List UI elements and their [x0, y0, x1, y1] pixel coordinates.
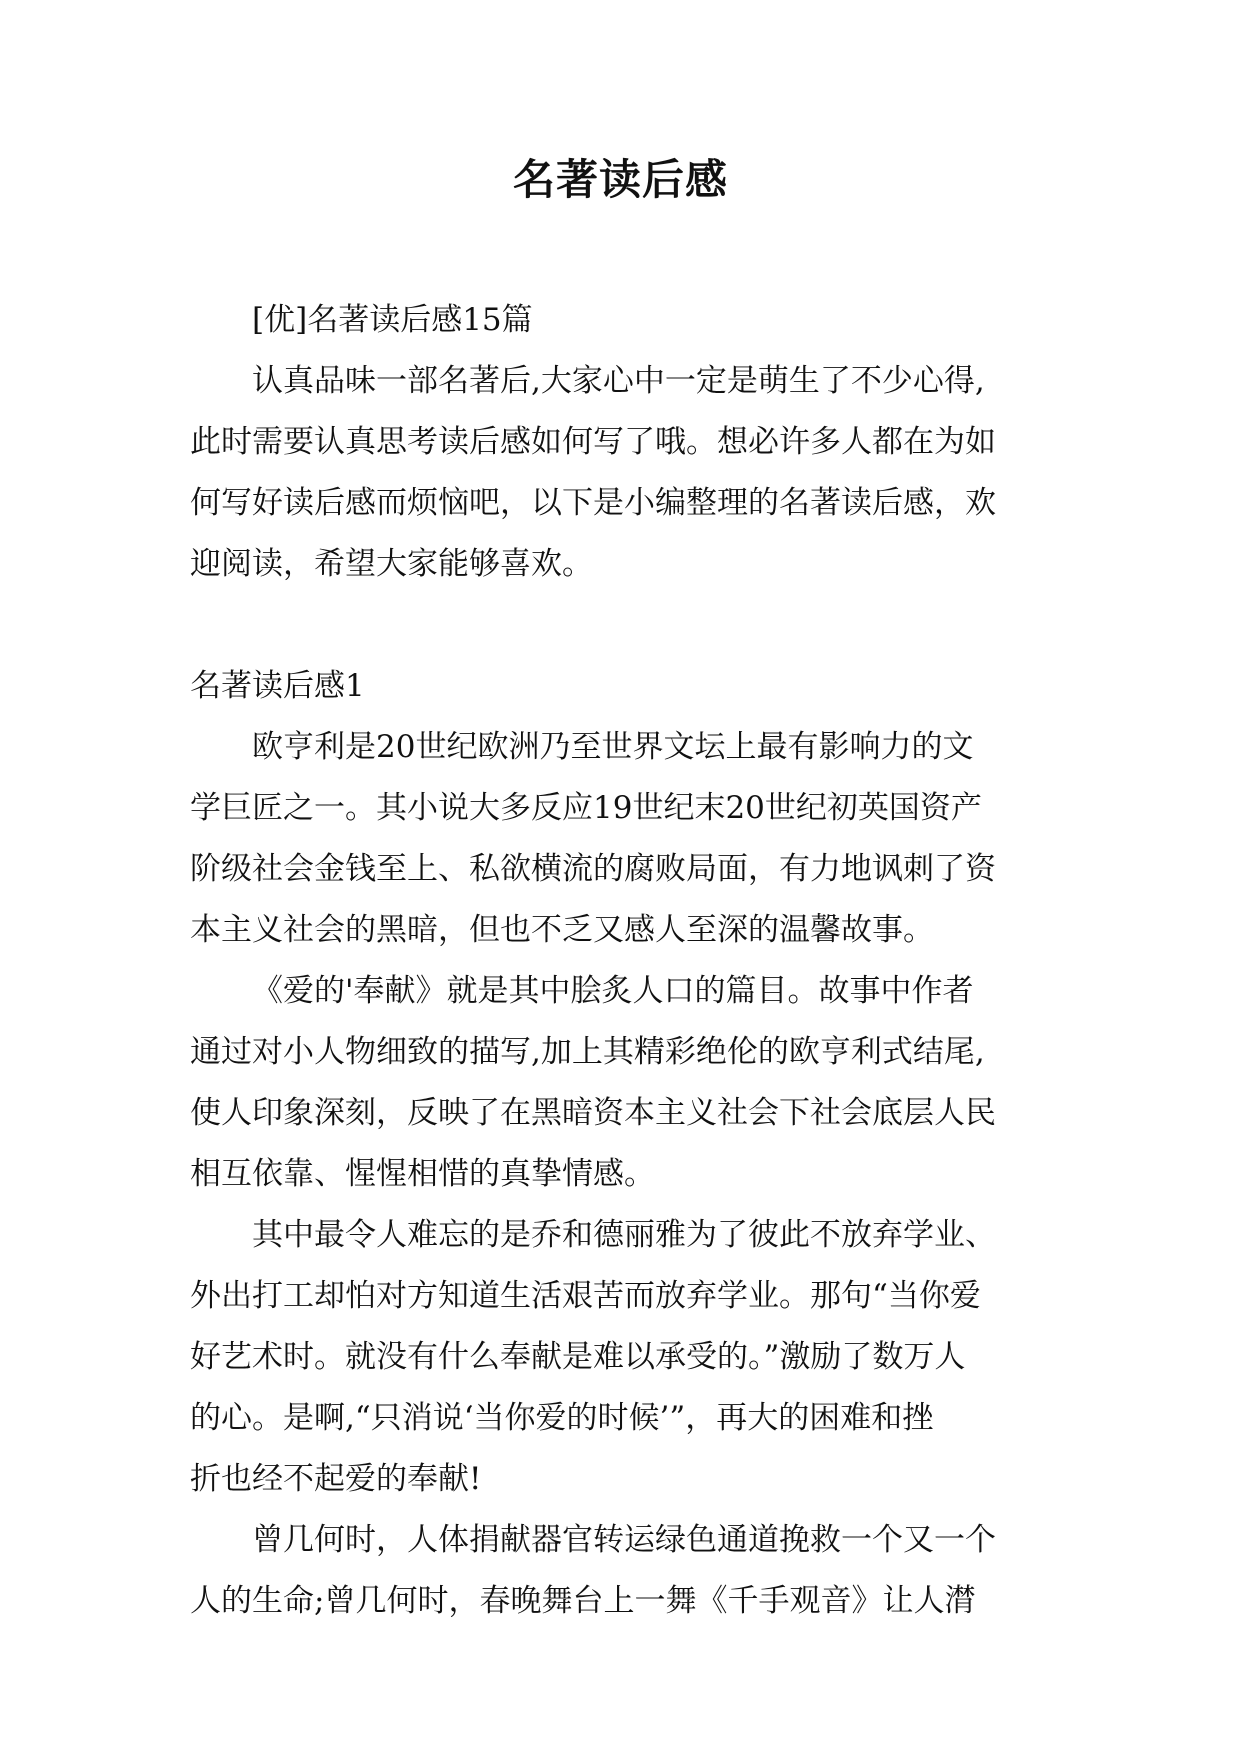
- text-line: 迎阅读，希望大家能够喜欢。: [190, 546, 593, 582]
- text-line: 折也经不起爱的奉献!: [190, 1461, 482, 1497]
- text-line: 此时需要认真思考读后感如何写了哦。想必许多人都在为如: [190, 424, 996, 460]
- text-line: 学巨匠之一。其小说大多反应19世纪末20世纪初英国资产: [190, 790, 982, 826]
- text-line: 其中最令人难忘的是乔和德丽雅为了彼此不放弃学业、: [252, 1217, 996, 1253]
- section-heading: 名著读后感1: [190, 668, 365, 704]
- text-line: 外出打工却怕对方知道生活艰苦而放弃学业。那句“当你爱: [190, 1278, 981, 1314]
- spacer: [190, 595, 1060, 656]
- document-body: [190, 290, 1060, 1632]
- subtitle-paragraph: [190, 290, 1060, 351]
- text-line: 使人印象深刻，反映了在黑暗资本主义社会下社会底层人民: [190, 1095, 996, 1131]
- subtitle: [优]名著读后感15篇: [252, 302, 533, 338]
- paragraph-1: [190, 717, 1060, 961]
- text-line: 好艺术时。就没有什么奉献是难以承受的。”激励了数万人: [190, 1339, 966, 1375]
- section-heading-paragraph: [190, 656, 1060, 717]
- text-line: 的心。是啊,“只消说‘当你爱的时候’”，再大的困难和挫: [190, 1400, 934, 1436]
- paragraph-3: [190, 1205, 1060, 1510]
- text-line: 何写好读后感而烦恼吧，以下是小编整理的名著读后感，欢: [190, 485, 996, 521]
- text-line: 阶级社会金钱至上、私欲横流的腐败局面，有力地讽刺了资: [190, 851, 996, 887]
- paragraph-2: [190, 961, 1060, 1205]
- text-line: 相互依靠、惺惺相惜的真挚情感。: [190, 1156, 655, 1192]
- paragraph-4: [190, 1510, 1060, 1632]
- text-line: 本主义社会的黑暗，但也不乏又感人至深的温馨故事。: [190, 912, 934, 948]
- intro-paragraph: [190, 351, 1060, 595]
- text-line: 《爱的'奉献》就是其中脍炙人口的篇目。故事中作者: [252, 973, 974, 1009]
- document-title: 名著读后感: [512, 155, 728, 204]
- text-line: 欧亨利是20世纪欧洲乃至世界文坛上最有影响力的文: [252, 729, 974, 765]
- text-line: 通过对小人物细致的描写,加上其精彩绝伦的欧亨利式结尾,: [190, 1034, 985, 1070]
- text-line: 人的生命;曾几何时，春晚舞台上一舞《千手观音》让人潸: [190, 1583, 976, 1619]
- text-line: 曾几何时，人体捐献器官转运绿色通道挽救一个又一个: [252, 1522, 996, 1558]
- text-line: 认真品味一部名著后,大家心中一定是萌生了不少心得,: [252, 363, 985, 399]
